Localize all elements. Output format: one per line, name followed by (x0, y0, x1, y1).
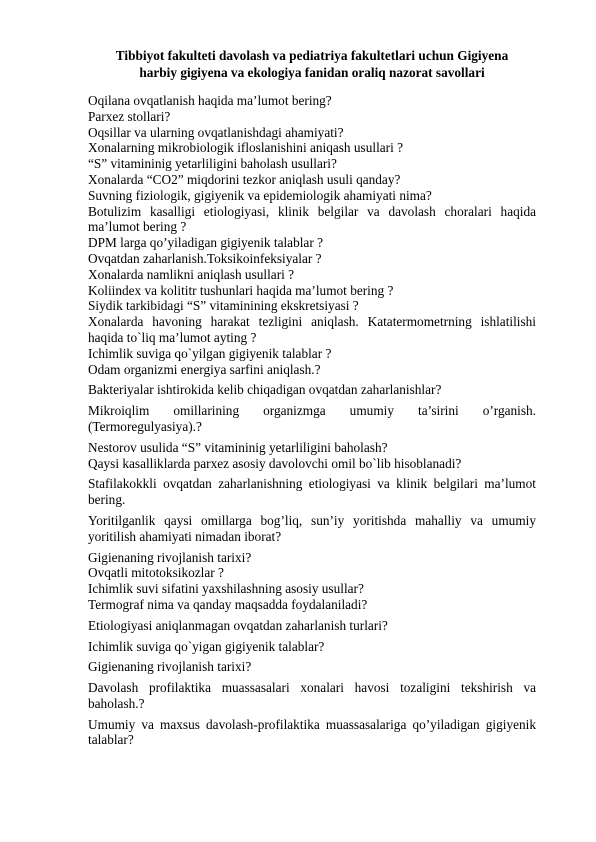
question-item: Ichimlik suviga qo`yigan gigiyenik talablar? (88, 638, 325, 654)
question-item: Gigienaning rivojlanish tarixi? (88, 549, 252, 565)
question-item: Suvning fiziologik, gigiyenik va epidemiologik ahamiyati nima? (88, 187, 432, 203)
document-title (88, 48, 536, 81)
question-item: Nestorov usulida “S” vitamininig yetarliligini baholash? (88, 439, 388, 455)
question-item: Qaysi kasalliklarda parxez asosiy davolovchi omil bo`lib hisoblanadi? (88, 455, 462, 471)
question-item: Parxez stollari? (88, 108, 171, 124)
question-item: Siydik tarkibidagi “S” vitaminining ekskretsiyasi ? (88, 298, 359, 314)
question-item: Xonalarda havoning harakat tezligini aniqlash. Katatermometrning ishlatilishi haqida to`liq ma’lumot ayting ? (88, 314, 536, 345)
question-item: Xonalarning mikrobiologik ifloslanishini aniqash usullari ? (88, 140, 404, 156)
question-item: Oqsillar va ularning ovqatlanishdagi ahamiyati? (88, 124, 344, 140)
question-item: Termograf nima va qanday maqsadda foydalaniladi? (88, 596, 368, 612)
question-item: Yoritilganlik qaysi omillarga bog’liq, sun’iy yoritishda mahalliy va umumiy yoritilish ahamiyati nimadan iborat? (88, 512, 536, 544)
question-item: DPM larga qo’yiladigan gigiyenik talablar ? (88, 235, 323, 251)
question-item: Umumiy va maxsus davolash-profilaktika muassasalariga qo’yiladigan gigiyenik talablar? (88, 716, 536, 748)
question-item: Ovqatli mitotoksikozlar ? (88, 565, 224, 581)
title-line-2: harbiy gigiyena va ekologiya fanidan oraliq nazorat savollari (139, 64, 485, 80)
question-item: Etiologiyasi aniqlanmagan ovqatdan zaharlanish turlari? (88, 617, 388, 633)
question-item: Odam organizmi energiya sarfini aniqlash.? (88, 361, 321, 377)
question-item: Oqilana ovqatlanish haqida ma’lumot bering? (88, 93, 332, 108)
title-line-1: Tibbiyot fakulteti davolash va pediatriya fakultetlari uchun Gigiyena (115, 48, 509, 63)
document-page (88, 48, 536, 748)
question-list (88, 93, 536, 748)
question-item: Ovqatdan zaharlanish.Toksikoinfeksiyalar ? (88, 250, 322, 266)
question-item: Davolash profilaktika muassasalari xonalari havosi tozaligini tekshirish va baholash.? (88, 680, 536, 711)
question-item: Ichimlik suvi sifatini yaxshilashning asosiy usullar? (88, 581, 364, 597)
question-item: Ichimlik suviga qo`yilgan gigiyenik talablar ? (88, 345, 332, 361)
question-item: Bakteriyalar ishtirokida kelib chiqadigan ovqatdan zaharlanishlar? (88, 382, 442, 398)
question-item: Xonalarda namlikni aniqlash usullari ? (88, 266, 295, 282)
question-item: Gigienaning rivojlanish tarixi? (88, 659, 252, 675)
question-item: Xonalarda “CO2” miqdorini tezkor aniqlash usuli qanday? (88, 171, 401, 187)
question-item: Koliindex va kolititr tushunlari haqida ma’lumot bering ? (88, 282, 394, 298)
question-item: Mikroiqlim omillarining organizmga umumiy ta’sirini o’rganish. (Termoregulyasiya).? (88, 403, 536, 434)
question-item: Stafilakokkli ovqatdan zaharlanishning etiologiyasi va klinik belgilari ma’lumot bering. (88, 476, 536, 508)
question-item: Botulizim kasalligi etiologiyasi, klinik belgilar va davolash choralari haqida ma’lumot bering ? (88, 203, 536, 235)
question-item: “S” vitamininig yetarliligini baholash usullari? (88, 156, 337, 172)
